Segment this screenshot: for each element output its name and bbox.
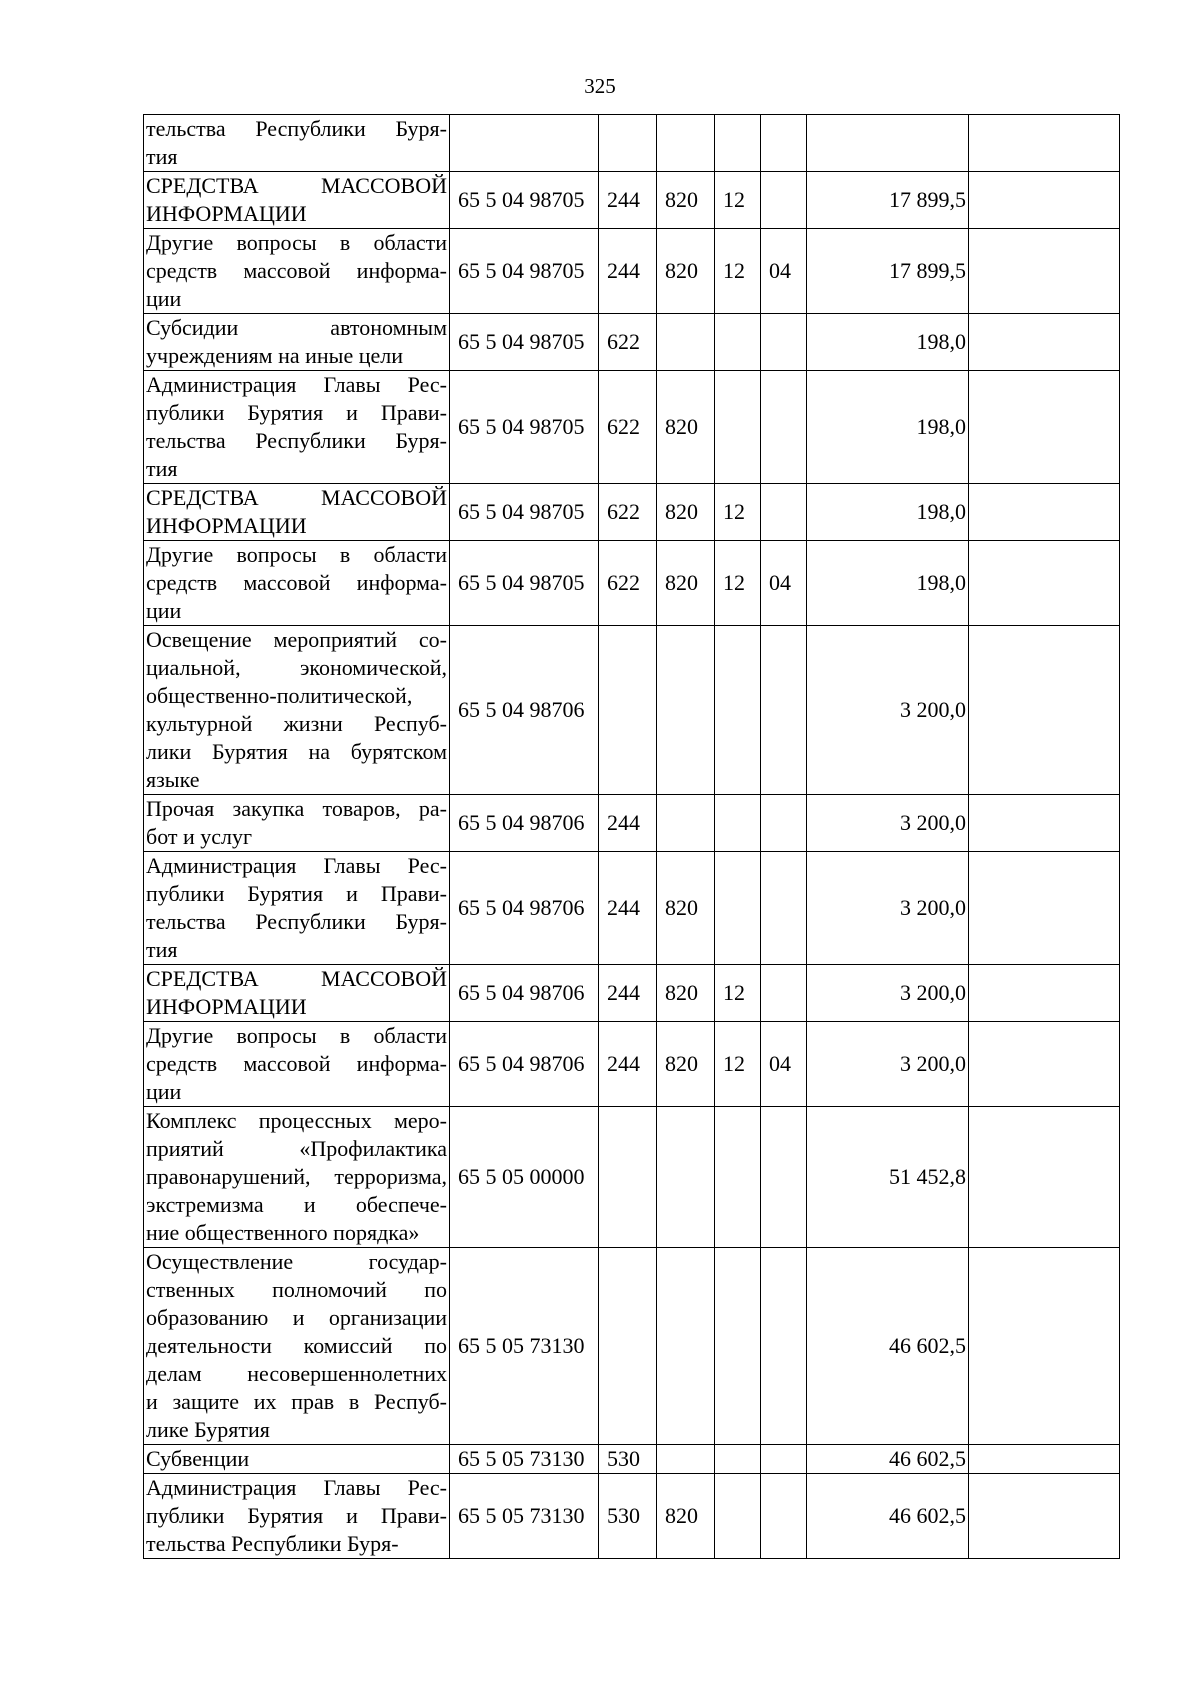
row-vr-cell: 530 [599, 1445, 657, 1474]
row-pr-cell: 04 [761, 541, 807, 626]
row-name-cell: Другие вопросы в области средств массовой информа- ции [144, 229, 450, 314]
row-empty-cell [969, 541, 1120, 626]
row-rz-cell [715, 852, 761, 965]
row-empty-cell [969, 172, 1120, 229]
row-csr-cell: 65 5 04 98706 [450, 1022, 599, 1107]
row-grbs-cell: 820 [657, 229, 715, 314]
row-rz-cell [715, 1107, 761, 1248]
row-empty-cell [969, 965, 1120, 1022]
table-body [144, 115, 1120, 1559]
row-rz-cell: 12 [715, 965, 761, 1022]
budget-table [143, 114, 1120, 1559]
row-name-cell: Другие вопросы в области средств массовой информа- ции [144, 1022, 450, 1107]
table-row [144, 1248, 1120, 1445]
row-name-cell: Осуществление государ- ственных полномочий по образованию и организации деятельности комиссий по делам несовершеннолетних и защите их прав в Респуб- лике Бурятия [144, 1248, 450, 1445]
row-pr-cell [761, 626, 807, 795]
row-rz-cell [715, 314, 761, 371]
row-grbs-cell: 820 [657, 484, 715, 541]
row-rz-cell: 12 [715, 1022, 761, 1107]
row-amount-cell: 46 602,5 [807, 1474, 969, 1559]
row-empty-cell [969, 314, 1120, 371]
row-name-cell: Прочая закупка товаров, ра- бот и услуг [144, 795, 450, 852]
row-name-cell: Администрация Главы Рес- публики Бурятия и Прави- тельства Республики Буря- тия [144, 371, 450, 484]
table-row [144, 965, 1120, 1022]
table-row [144, 172, 1120, 229]
row-vr-cell: 622 [599, 484, 657, 541]
row-name-cell: СРЕДСТВА МАССОВОЙ ИНФОРМАЦИИ [144, 172, 450, 229]
row-grbs-cell [657, 314, 715, 371]
row-empty-cell [969, 229, 1120, 314]
row-vr-cell: 244 [599, 795, 657, 852]
row-grbs-cell: 820 [657, 852, 715, 965]
table-row [144, 371, 1120, 484]
row-rz-cell: 12 [715, 229, 761, 314]
row-empty-cell [969, 484, 1120, 541]
table-row [144, 1022, 1120, 1107]
row-vr-cell [599, 1248, 657, 1445]
row-vr-cell: 244 [599, 1022, 657, 1107]
row-amount-cell: 198,0 [807, 484, 969, 541]
row-vr-cell: 530 [599, 1474, 657, 1559]
row-grbs-cell [657, 626, 715, 795]
row-rz-cell [715, 1474, 761, 1559]
row-name-cell: Администрация Главы Рес- публики Бурятия и Прави- тельства Республики Буря- [144, 1474, 450, 1559]
row-amount-cell: 3 200,0 [807, 1022, 969, 1107]
table-row [144, 1107, 1120, 1248]
row-empty-cell [969, 1107, 1120, 1248]
row-rz-cell [715, 371, 761, 484]
row-grbs-cell [657, 1445, 715, 1474]
row-pr-cell [761, 965, 807, 1022]
row-pr-cell [761, 795, 807, 852]
row-name-cell: Субвенции [144, 1445, 450, 1474]
row-empty-cell [969, 1474, 1120, 1559]
row-rz-cell: 12 [715, 541, 761, 626]
row-csr-cell: 65 5 05 73130 [450, 1474, 599, 1559]
row-pr-cell [761, 1445, 807, 1474]
row-grbs-cell [657, 795, 715, 852]
row-vr-cell: 622 [599, 371, 657, 484]
row-vr-cell: 244 [599, 229, 657, 314]
row-name-cell: СРЕДСТВА МАССОВОЙ ИНФОРМАЦИИ [144, 965, 450, 1022]
row-empty-cell [969, 852, 1120, 965]
row-vr-cell [599, 1107, 657, 1248]
row-csr-cell: 65 5 04 98705 [450, 314, 599, 371]
row-name-cell: Освещение мероприятий со- циальной, экономической, общественно-политической, культурной жизни Респуб- лики Бурятия на бурятском языке [144, 626, 450, 795]
row-csr-cell: 65 5 04 98705 [450, 541, 599, 626]
row-grbs-cell: 820 [657, 172, 715, 229]
row-rz-cell [715, 1248, 761, 1445]
row-csr-cell: 65 5 04 98705 [450, 229, 599, 314]
row-empty-cell [969, 1248, 1120, 1445]
row-empty-cell [969, 371, 1120, 484]
table-row [144, 852, 1120, 965]
row-name-cell: Администрация Главы Рес- публики Бурятия и Прави- тельства Республики Буря- тия [144, 852, 450, 965]
row-csr-cell: 65 5 05 00000 [450, 1107, 599, 1248]
row-pr-cell [761, 484, 807, 541]
row-name-cell: СРЕДСТВА МАССОВОЙ ИНФОРМАЦИИ [144, 484, 450, 541]
row-amount-cell: 198,0 [807, 541, 969, 626]
row-amount-cell: 51 452,8 [807, 1107, 969, 1248]
row-amount-cell: 3 200,0 [807, 626, 969, 795]
row-grbs-cell: 820 [657, 541, 715, 626]
table-row [144, 484, 1120, 541]
row-vr-cell: 244 [599, 965, 657, 1022]
row-rz-cell: 12 [715, 172, 761, 229]
row-name-cell: тельства Республики Буря- тия [144, 115, 450, 172]
table-row [144, 1474, 1120, 1559]
row-vr-cell [599, 626, 657, 795]
row-rz-cell [715, 795, 761, 852]
row-csr-cell: 65 5 04 98706 [450, 852, 599, 965]
row-empty-cell [969, 626, 1120, 795]
row-grbs-cell [657, 1248, 715, 1445]
row-amount-cell: 17 899,5 [807, 229, 969, 314]
row-csr-cell: 65 5 04 98706 [450, 965, 599, 1022]
row-csr-cell: 65 5 04 98706 [450, 626, 599, 795]
row-pr-cell [761, 172, 807, 229]
row-pr-cell [761, 852, 807, 965]
row-grbs-cell [657, 1107, 715, 1248]
row-pr-cell [761, 1474, 807, 1559]
table-row [144, 314, 1120, 371]
row-rz-cell: 12 [715, 484, 761, 541]
row-vr-cell: 244 [599, 172, 657, 229]
row-empty-cell [969, 115, 1120, 172]
table-row [144, 795, 1120, 852]
row-amount-cell: 198,0 [807, 371, 969, 484]
row-csr-cell: 65 5 04 98706 [450, 795, 599, 852]
row-csr-cell: 65 5 04 98705 [450, 172, 599, 229]
row-pr-cell [761, 314, 807, 371]
row-name-cell: Другие вопросы в области средств массовой информа- ции [144, 541, 450, 626]
row-amount-cell: 46 602,5 [807, 1248, 969, 1445]
row-amount-cell: 198,0 [807, 314, 969, 371]
row-rz-cell [715, 1445, 761, 1474]
table-row [144, 626, 1120, 795]
row-empty-cell [969, 1445, 1120, 1474]
row-vr-cell: 622 [599, 541, 657, 626]
row-pr-cell: 04 [761, 1022, 807, 1107]
row-csr-cell: 65 5 04 98705 [450, 371, 599, 484]
row-pr-cell: 04 [761, 229, 807, 314]
row-rz-cell [715, 626, 761, 795]
row-grbs-cell: 820 [657, 1022, 715, 1107]
row-grbs-cell: 820 [657, 371, 715, 484]
row-pr-cell [761, 1248, 807, 1445]
row-amount-cell: 17 899,5 [807, 172, 969, 229]
row-amount-cell: 3 200,0 [807, 795, 969, 852]
row-vr-cell: 244 [599, 852, 657, 965]
row-name-cell: Комплекс процессных меро- приятий «Профилактика правонарушений, терроризма, экстремизма и обеспече- ние общественного порядка» [144, 1107, 450, 1248]
row-rz-cell [715, 115, 761, 172]
row-grbs-cell [657, 115, 715, 172]
row-csr-cell [450, 115, 599, 172]
row-empty-cell [969, 1022, 1120, 1107]
table-row [144, 115, 1120, 172]
row-amount-cell [807, 115, 969, 172]
row-grbs-cell: 820 [657, 965, 715, 1022]
table-row [144, 541, 1120, 626]
row-amount-cell: 3 200,0 [807, 852, 969, 965]
row-csr-cell: 65 5 05 73130 [450, 1248, 599, 1445]
table-row [144, 229, 1120, 314]
row-empty-cell [969, 795, 1120, 852]
row-csr-cell: 65 5 05 73130 [450, 1445, 599, 1474]
row-pr-cell [761, 1107, 807, 1248]
row-amount-cell: 46 602,5 [807, 1445, 969, 1474]
page-number: 325 [584, 74, 616, 98]
row-vr-cell: 622 [599, 314, 657, 371]
row-csr-cell: 65 5 04 98705 [450, 484, 599, 541]
row-amount-cell: 3 200,0 [807, 965, 969, 1022]
row-name-cell: Субсидии автономным учреждениям на иные цели [144, 314, 450, 371]
table-row [144, 1445, 1120, 1474]
row-vr-cell [599, 115, 657, 172]
row-pr-cell [761, 371, 807, 484]
row-pr-cell [761, 115, 807, 172]
row-grbs-cell: 820 [657, 1474, 715, 1559]
